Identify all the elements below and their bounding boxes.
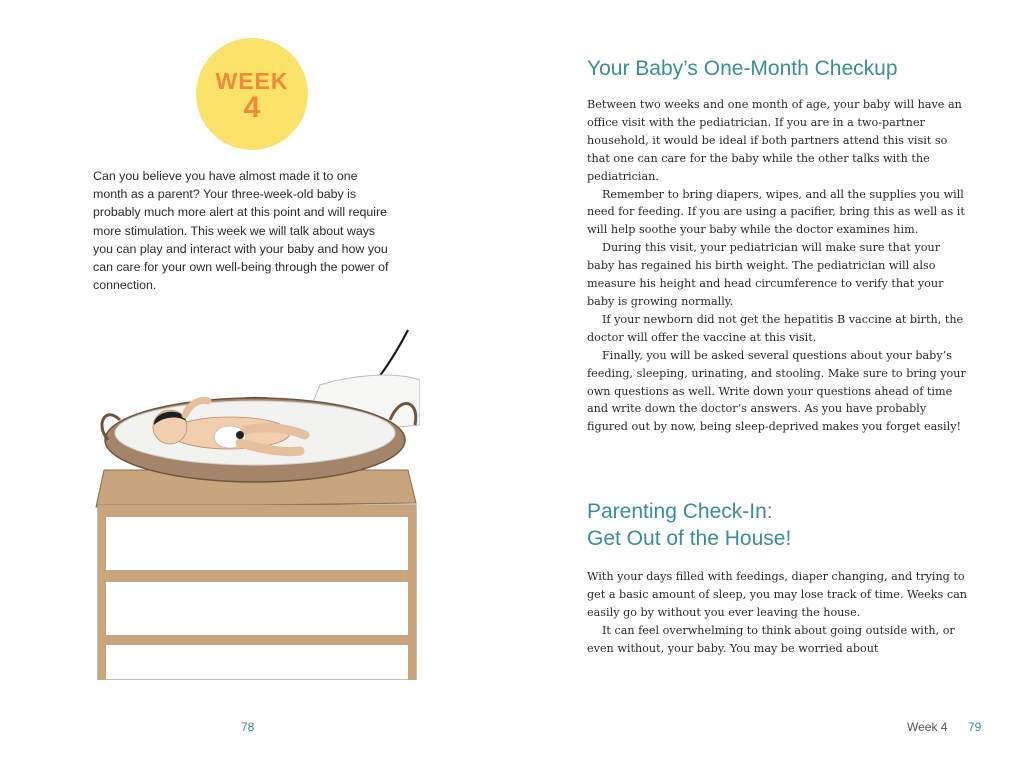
right-page bbox=[512, 0, 1024, 768]
paragraph: If your newborn did not get the hepatitis B vaccine at birth, the doctor will offer the vaccine at this visit. bbox=[587, 312, 964, 344]
page-number-right: 79 bbox=[968, 720, 982, 734]
heading-line-1: Parenting Check-In: bbox=[587, 500, 773, 523]
paragraph: It can feel overwhelming to think about going outside with, or even without, your baby. You may be worried about bbox=[587, 623, 955, 655]
paragraph: Finally, you will be asked several questions about your baby’s feeding, sleeping, urinating, and stooling. Make sure to bring your own questions as well. Write down your questions ahead of time and write down the doctor’s answers. As you have probably figured out by now, being sleep-deprived makes you forget easily! bbox=[587, 348, 966, 434]
checkup-body bbox=[587, 96, 967, 436]
page-number-left: 78 bbox=[241, 720, 255, 734]
paragraph: With your days filled with feedings, diaper changing, and trying to get a basic amount of sleep, you may lose track of time. Weeks can easily go by without you ever leaving the house. bbox=[587, 570, 967, 619]
heading-line-2: Get Out of the House! bbox=[587, 527, 792, 550]
week-badge-label: WEEK bbox=[215, 68, 289, 94]
section-heading-parenting bbox=[587, 498, 791, 552]
week-badge bbox=[196, 38, 308, 150]
running-head: Week 4 bbox=[907, 720, 948, 734]
paragraph: During this visit, your pediatrician will make sure that your baby has regained his birth weight. The pediatrician will also measure his height and head circumference to verify that your baby is growing normally. bbox=[587, 241, 944, 308]
parenting-body bbox=[587, 568, 967, 658]
paragraph: Between two weeks and one month of age, your baby will have an office visit with the pediatrician. If you are in a two-partner household, it would be ideal if both partners attend this visit so that one can care for the baby while the other talks with the pediatrician. bbox=[587, 98, 962, 183]
intro-paragraph: Can you believe you have almost made it to one month as a parent? Your three-week-old baby is probably much more alert at this point and will require more stimulation. This week we will talk about ways you can play and interact with your baby and how you can care for your own well-being through the power of connection. bbox=[93, 169, 389, 293]
week-badge-number: 4 bbox=[243, 91, 261, 124]
baby-in-basket-checkup-illustration bbox=[90, 325, 420, 680]
section-heading-checkup: Your Baby’s One-Month Checkup bbox=[587, 57, 898, 80]
paragraph: Remember to bring diapers, wipes, and all the supplies you will need for feeding. If you are using a pacifier, bring this as well as it will help soothe your baby while the doctor examines him. bbox=[587, 187, 965, 237]
